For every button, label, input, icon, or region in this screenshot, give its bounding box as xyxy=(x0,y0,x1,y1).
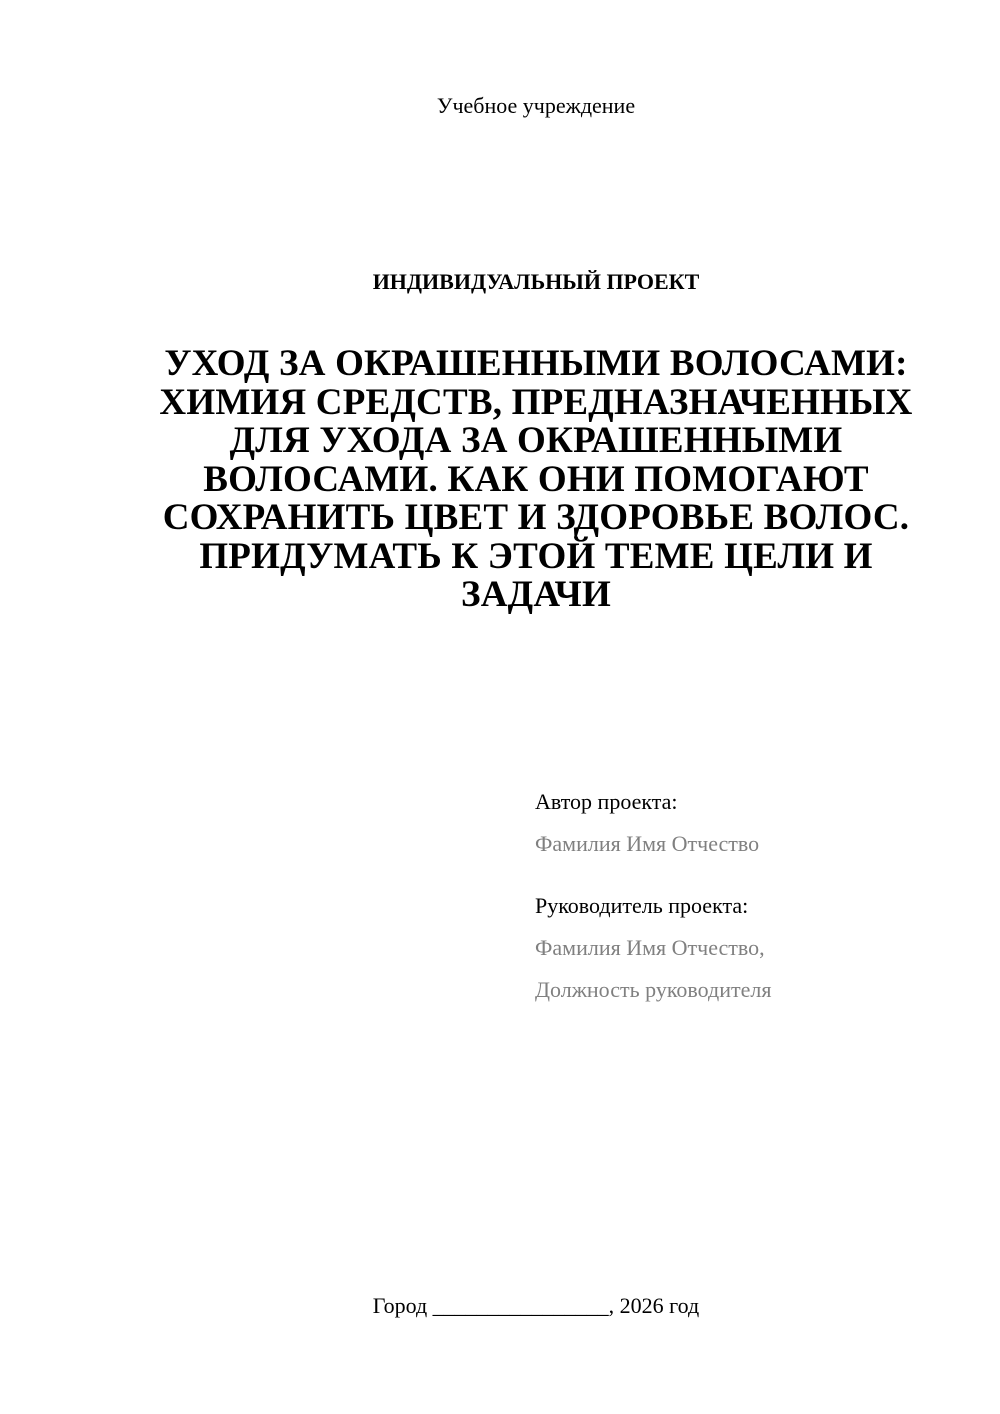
supervisor-name: Фамилия Имя Отчество, xyxy=(535,935,765,960)
project-type-heading: ИНДИВИДУАЛЬНЫЙ ПРОЕКТ xyxy=(372,269,700,294)
supervisor-position: Должность руководителя xyxy=(535,977,772,1002)
institution-name: Учебное учреждение xyxy=(436,93,636,118)
credits-block xyxy=(535,788,975,1018)
credits-spacer xyxy=(535,872,975,892)
city-year-footer: Город ________________, 2026 год xyxy=(372,1293,700,1318)
project-title: УХОД ЗА ОКРАШЕННЫМИ ВОЛОСАМИ: ХИМИЯ СРЕДСТВ, ПРЕДНАЗНАЧЕННЫХ ДЛЯ УХОДА ЗА ОКРАШЕННЫМИ ВОЛОСАМИ. КАК ОНИ ПОМОГАЮТ СОХРАНИТЬ ЦВЕТ И ЗДОРОВЬЕ ВОЛОС. ПРИДУМАТЬ К ЭТОЙ ТЕМЕ ЦЕЛИ И ЗАДАЧИ xyxy=(159,343,913,615)
author-name: Фамилия Имя Отчество xyxy=(535,831,760,856)
author-label: Автор проекта: xyxy=(535,789,678,814)
supervisor-label: Руководитель проекта: xyxy=(535,893,749,918)
